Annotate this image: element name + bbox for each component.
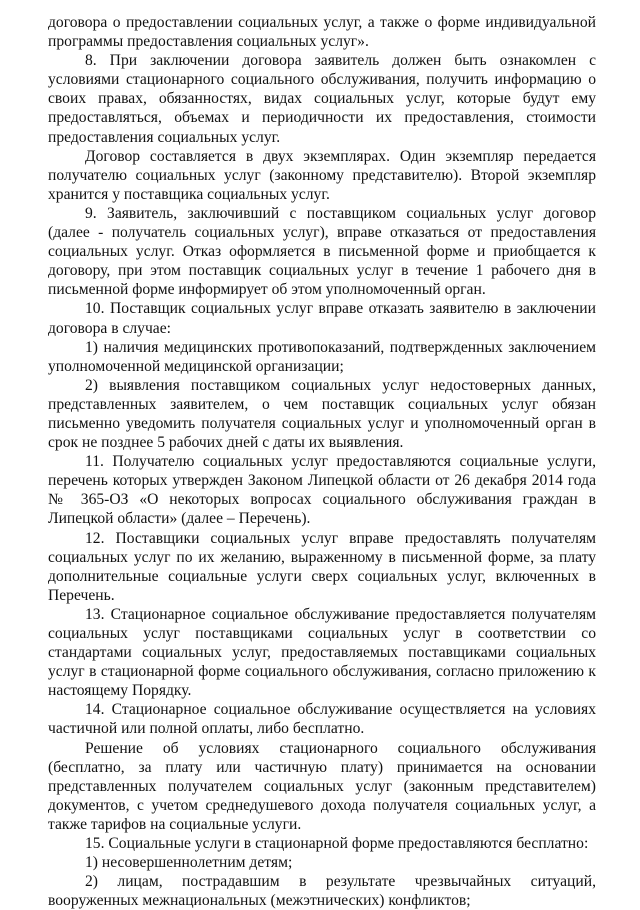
paragraph-15-item-2: 2) лицам, пострадавшим в результате чрезвычайных ситуаций, вооруженных межнациональных (межэтнических) конфликтов; bbox=[48, 873, 596, 910]
paragraph-10-item-1: 1) наличия медицинских противопоказаний, подтвержденных заключением уполномоченной медицинской организации; bbox=[48, 338, 596, 375]
paragraph-8: 8. При заключении договора заявитель должен быть ознакомлен с условиями стационарного социального обслуживания, получить информацию о своих правах, обязанностях, видах социальных услуг, которые будут ему предоставляться, объемах и периодичности их предоставления, стоимости предоставления социальных услуг. bbox=[48, 52, 596, 146]
paragraph-14: 14. Стационарное социальное обслуживание осуществляется на условиях частичной или полной оплаты, либо бесплатно. bbox=[48, 701, 596, 738]
paragraph-15-item-1: 1) несовершеннолетним детям; bbox=[85, 854, 293, 872]
paragraph-13: 13. Стационарное социальное обслуживание предоставляется получателям социальных услуг поставщиками социальных услуг в соответствии со стандартами социальных услуг, предоставляемых поставщиками социальных услуг в стационарной форме социального обслуживания, согласно приложению к настоящему Порядку. bbox=[48, 605, 596, 700]
paragraph-8-copies: Договор составляется в двух экземплярах. Один экземпляр передается получателю социальных услуг (законному представителю). Второй экземпляр хранится у поставщика социальных услуг. bbox=[48, 147, 596, 203]
document-page bbox=[48, 13, 596, 910]
paragraph-14-decision: Решение об условиях стационарного социального обслуживания (бесплатно, за плату или частичную плату) принимается на основании представленных получателем социальных услуг (законным представителем) документов, с учетом среднедушевого дохода получателя социальных услуг, а также тарифов на социальные услуги. bbox=[48, 739, 596, 833]
paragraph-11: 11. Получателю социальных услуг предоставляются социальные услуги, перечень которых утвержден Законом Липецкой области от 26 декабря 2014 года № 365-ОЗ «О некоторых вопросах социального обслуживания граждан в Липецкой области» (далее – Перечень). bbox=[48, 453, 596, 528]
paragraph-12: 12. Поставщики социальных услуг вправе предоставлять получателям социальных услуг по их желанию, выраженному в письменной форме, за плату дополнительные социальные услуги сверх социальных услуг, включенных в Перечень. bbox=[48, 529, 596, 604]
paragraph-9: 9. Заявитель, заключивший с поставщиком социальных услуг договор (далее - получатель социальных услуг), вправе отказаться от предоставления социальных услуг. Отказ оформляется в письменной форме и приобщается к договору, при этом поставщик социальных услуг в течение 1 рабочего дня в письменной форме информирует об этом уполномоченный орган. bbox=[48, 204, 596, 299]
paragraph-10-item-2: 2) выявления поставщиком социальных услуг недостоверных данных, представленных заявителем, о чем поставщик социальных услуг обязан письменно уведомить получателя социальных услуг и уполномоченный орган в срок не позднее 5 рабочих дней с даты их выявления. bbox=[48, 376, 596, 452]
paragraph-15: 15. Социальные услуги в стационарной форме предоставляются бесплатно: bbox=[85, 835, 589, 853]
paragraph-10: 10. Поставщик социальных услуг вправе отказать заявителю в заключении договора в случае: bbox=[48, 300, 596, 337]
paragraph-contract-form-end: договора о предоставлении социальных услуг, а также о форме индивидуальной программы предоставления социальных услуг». bbox=[48, 14, 596, 51]
